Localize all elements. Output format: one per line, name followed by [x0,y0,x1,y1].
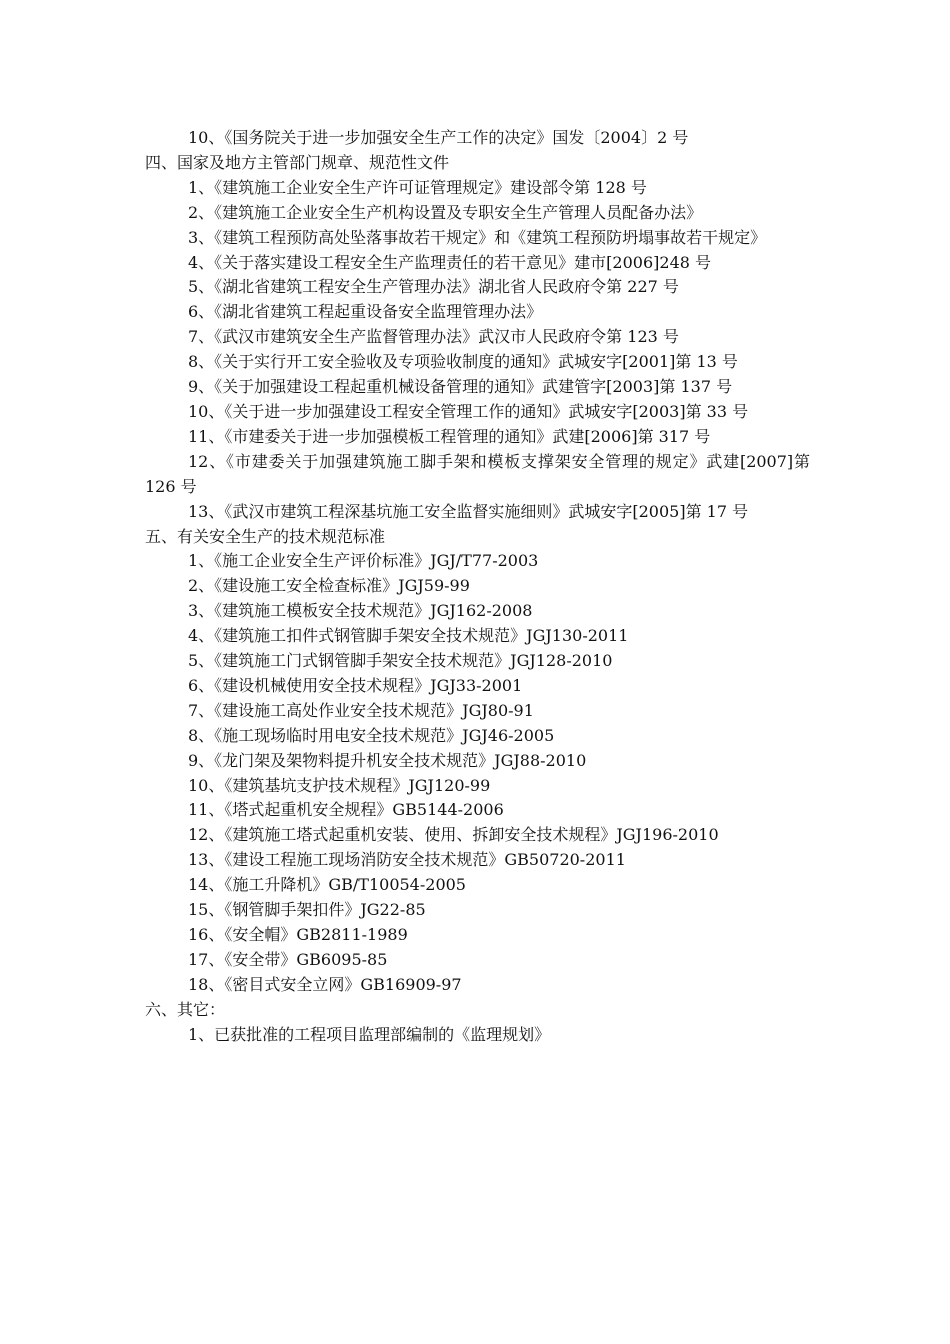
document-body [145,126,810,1048]
list-item: 6、《建设机械使用安全技术规程》JGJ33-2001 [188,675,523,695]
list-item: 2、《建筑施工企业安全生产机构设置及专职安全生产管理人员配备办法》 [188,202,703,222]
list-item: 7、《建设施工高处作业安全技术规范》JGJ80-91 [188,700,534,720]
list-item: 5、《湖北省建筑工程安全生产管理办法》湖北省人民政府令第 227 号 [188,277,679,297]
list-item: 11、《塔式起重机安全规程》GB5144-2006 [188,800,504,820]
list-item: 2、《建设施工安全检查标准》JGJ59-99 [188,576,470,596]
list-item: 5、《建筑施工门式钢管脚手架安全技术规范》JGJ128-2010 [188,651,613,671]
list-item: 14、《施工升降机》GB/T10054-2005 [188,875,466,895]
list-item: 8、《施工现场临时用电安全技术规范》JGJ46-2005 [188,725,555,745]
list-item: 1、《施工企业安全生产评价标准》JGJ/T77-2003 [188,551,539,571]
list-item: 6、《湖北省建筑工程起重设备安全监理管理办法》 [188,302,543,322]
section-heading-6: 六、其它： [145,999,226,1019]
list-item: 7、《武汉市建筑安全生产监督管理办法》武汉市人民政府令第 123 号 [188,327,679,347]
list-item: 9、《关于加强建设工程起重机械设备管理的通知》武建管字[2003]第 137 号 [188,377,733,397]
list-item: 15、《钢管脚手架扣件》JG22-85 [188,900,426,920]
list-item: 13、《建设工程施工现场消防安全技术规范》GB50720-2011 [188,850,626,870]
list-item: 11、《市建委关于进一步加强模板工程管理的通知》武建[2006]第 317 号 [188,426,711,446]
list-item: 10、《建筑基坑支护技术规程》JGJ120-99 [188,775,491,795]
list-item: 12、《建筑施工塔式起重机安装、使用、拆卸安全技术规程》JGJ196-2010 [188,825,719,845]
list-item: 16、《安全帽》GB2811-1989 [188,925,408,944]
list-item: 18、《密目式安全立网》GB16909-97 [188,974,462,994]
section-heading-4: 四、国家及地方主管部门规章、规范性文件 [145,152,450,172]
section-heading-5: 五、有关安全生产的技术规范标准 [145,526,386,546]
list-item: 12、《市建委关于加强建筑施工脚手架和模板支撑架安全管理的规定》武建[2007]第 126 号 [145,451,810,496]
list-item: 9、《龙门架及架物料提升机安全技术规范》JGJ88-2010 [188,750,587,770]
list-item: 8、《关于实行开工安全验收及专项验收制度的通知》武城安字[2001]第 13 号 [188,352,738,372]
list-item: 13、《武汉市建筑工程深基坑施工安全监督实施细则》武城安字[2005]第 17 号 [188,501,749,521]
item-guowuyuan-decision: 10、《国务院关于进一步加强安全生产工作的决定》国发〔2004〕2 号 [188,128,689,147]
list-item: 3、《建筑施工模板安全技术规范》JGJ162-2008 [188,601,533,621]
list-item: 10、《关于进一步加强建设工程安全管理工作的通知》武城安字[2003]第 33 号 [188,401,749,421]
list-item: 1、已获批准的工程项目监理部编制的《监理规划》 [188,1024,551,1044]
list-item: 4、《建筑施工扣件式钢管脚手架安全技术规范》JGJ130-2011 [188,626,629,646]
list-item: 4、《关于落实建设工程安全生产监理责任的若干意见》建市[2006]248 号 [188,252,712,272]
list-item: 17、《安全带》GB6095-85 [188,949,388,969]
list-item: 3、《建筑工程预防高处坠落事故若干规定》和《建筑工程预防坍塌事故若干规定》 [188,227,767,247]
list-item: 1、《建筑施工企业安全生产许可证管理规定》建设部令第 128 号 [188,177,647,197]
